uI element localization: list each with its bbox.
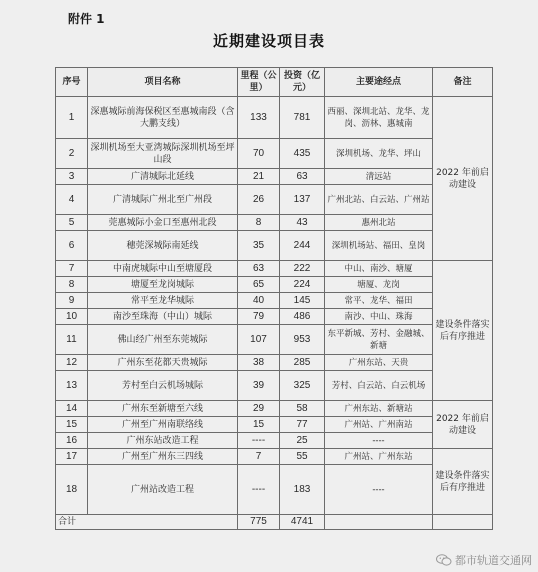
table-row: [56, 355, 493, 371]
cell-name: 广州东站改造工程: [88, 433, 238, 449]
cell-invest: 137: [280, 185, 325, 215]
document-title: 近期建设项目表: [212, 32, 325, 50]
cell-name: 深圳机场至大亚湾城际深圳机场至坪山段: [88, 139, 238, 169]
table-header-row: [56, 68, 493, 97]
cell-route: 广州东站、天贵: [325, 355, 433, 371]
cell-no: 13: [56, 371, 88, 401]
remark-group-c: 2022 年前启动建设: [433, 401, 493, 449]
cell-no: 7: [56, 261, 88, 277]
table-row: [56, 309, 493, 325]
cell-no: 18: [56, 465, 88, 515]
cell-name: 芳村至白云机场城际: [88, 371, 238, 401]
header-remark: 备注: [433, 68, 493, 97]
cell-length: 35: [238, 231, 280, 261]
cell-name: 佛山经广州至东莞城际: [88, 325, 238, 355]
cell-invest: 244: [280, 231, 325, 261]
cell-name: 广州至广州南联络线: [88, 417, 238, 433]
remark-group-b: 建设条件落实后有序推进: [433, 261, 493, 401]
cell-invest: 224: [280, 277, 325, 293]
total-row: [56, 515, 493, 530]
cell-invest: 63: [280, 169, 325, 185]
cell-length: 63: [238, 261, 280, 277]
total-length: 775: [238, 515, 280, 530]
cell-invest: 435: [280, 139, 325, 169]
table-row: [56, 169, 493, 185]
watermark-text: 都市轨道交通网: [455, 554, 532, 567]
cell-route: 南沙、中山、珠海: [325, 309, 433, 325]
cell-name: 广清城际北延线: [88, 169, 238, 185]
cell-no: 5: [56, 215, 88, 231]
cell-route: 清远站: [325, 169, 433, 185]
cell-length: 70: [238, 139, 280, 169]
table-row: [56, 231, 493, 261]
cell-length: 26: [238, 185, 280, 215]
cell-length: 7: [238, 449, 280, 465]
header-route: 主要途经点: [325, 68, 433, 97]
cell-name: 广州至广州东三四线: [88, 449, 238, 465]
cell-name: 中南虎城际中山至塘厦段: [88, 261, 238, 277]
cell-invest: 953: [280, 325, 325, 355]
cell-no: 1: [56, 97, 88, 139]
cell-length: 107: [238, 325, 280, 355]
cell-length: 79: [238, 309, 280, 325]
cell-name: 广州站改造工程: [88, 465, 238, 515]
total-invest: 4741: [280, 515, 325, 530]
cell-no: 4: [56, 185, 88, 215]
cell-invest: 486: [280, 309, 325, 325]
projects-table: [55, 67, 493, 530]
table-row: [56, 465, 493, 515]
cell-invest: 285: [280, 355, 325, 371]
cell-route: 广州东站、新塘站: [325, 401, 433, 417]
wechat-icon: [436, 554, 452, 566]
cell-no: 3: [56, 169, 88, 185]
cell-length: 38: [238, 355, 280, 371]
cell-route: 惠州北站: [325, 215, 433, 231]
header-no: 序号: [56, 68, 88, 97]
cell-length: 21: [238, 169, 280, 185]
cell-route: 东平新城、芳村、金融城、新塘: [325, 325, 433, 355]
cell-route: 塘厦、龙岗: [325, 277, 433, 293]
cell-invest: 325: [280, 371, 325, 401]
cell-route: ----: [325, 433, 433, 449]
cell-no: 15: [56, 417, 88, 433]
table-row: [56, 277, 493, 293]
cell-route: 西丽、深圳北站、龙华、龙岗、沥林、惠城南: [325, 97, 433, 139]
table-row: [56, 325, 493, 355]
cell-route: ----: [325, 465, 433, 515]
table-row: [56, 293, 493, 309]
header-length: 里程（公里）: [238, 68, 280, 97]
cell-length: 133: [238, 97, 280, 139]
cell-no: 8: [56, 277, 88, 293]
cell-route: 广州站、广州东站: [325, 449, 433, 465]
cell-no: 10: [56, 309, 88, 325]
remark-group-a: 2022 年前启动建设: [433, 97, 493, 261]
cell-invest: 781: [280, 97, 325, 139]
cell-no: 2: [56, 139, 88, 169]
header-name: 项目名称: [88, 68, 238, 97]
cell-invest: 222: [280, 261, 325, 277]
cell-no: 17: [56, 449, 88, 465]
cell-invest: 183: [280, 465, 325, 515]
cell-invest: 58: [280, 401, 325, 417]
cell-invest: 77: [280, 417, 325, 433]
cell-route: 广州站、广州南站: [325, 417, 433, 433]
cell-invest: 55: [280, 449, 325, 465]
cell-no: 16: [56, 433, 88, 449]
cell-name: 广州东至花都天贵城际: [88, 355, 238, 371]
table-row: [56, 433, 493, 449]
table-row: [56, 449, 493, 465]
cell-name: 广清城际广州北至广州段: [88, 185, 238, 215]
cell-invest: 145: [280, 293, 325, 309]
cell-name: 广州东至新塘至六线: [88, 401, 238, 417]
cell-length: 39: [238, 371, 280, 401]
cell-invest: 43: [280, 215, 325, 231]
cell-route: 芳村、白云站、白云机场: [325, 371, 433, 401]
table-row: [56, 371, 493, 401]
cell-length: ----: [238, 433, 280, 449]
cell-name: 常平至龙华城际: [88, 293, 238, 309]
cell-route: 中山、南沙、塘厦: [325, 261, 433, 277]
cell-name: 穗莞深城际南延线: [88, 231, 238, 261]
table-row: [56, 401, 493, 417]
cell-route: 深圳机场站、福田、皇岗: [325, 231, 433, 261]
cell-no: 9: [56, 293, 88, 309]
watermark: [436, 552, 532, 568]
table-row: [56, 261, 493, 277]
table-row: [56, 97, 493, 139]
cell-route: 深圳机场、龙华、坪山: [325, 139, 433, 169]
cell-length: 65: [238, 277, 280, 293]
cell-route: 常平、龙华、福田: [325, 293, 433, 309]
attachment-label: 附件 1: [68, 12, 105, 26]
cell-length: 15: [238, 417, 280, 433]
cell-length: 40: [238, 293, 280, 309]
total-label: 合计: [56, 515, 238, 530]
cell-no: 12: [56, 355, 88, 371]
remark-group-d: 建设条件落实后有序推进: [433, 449, 493, 515]
table-row: [56, 215, 493, 231]
cell-length: 8: [238, 215, 280, 231]
cell-length: 29: [238, 401, 280, 417]
cell-name: 莞惠城际小金口至惠州北段: [88, 215, 238, 231]
cell-name: 塘厦至龙岗城际: [88, 277, 238, 293]
table-row: [56, 139, 493, 169]
cell-no: 6: [56, 231, 88, 261]
total-route-empty: [325, 515, 433, 530]
cell-no: 11: [56, 325, 88, 355]
cell-route: 广州北站、白云站、广州站: [325, 185, 433, 215]
table-row: [56, 417, 493, 433]
header-invest: 投资（亿元）: [280, 68, 325, 97]
cell-length: ----: [238, 465, 280, 515]
cell-no: 14: [56, 401, 88, 417]
cell-name: 南沙至珠海（中山）城际: [88, 309, 238, 325]
cell-invest: 25: [280, 433, 325, 449]
table-row: [56, 185, 493, 215]
cell-name: 深惠城际前海保税区至惠城南段（含大鹏支线）: [88, 97, 238, 139]
total-remark-empty: [433, 515, 493, 530]
